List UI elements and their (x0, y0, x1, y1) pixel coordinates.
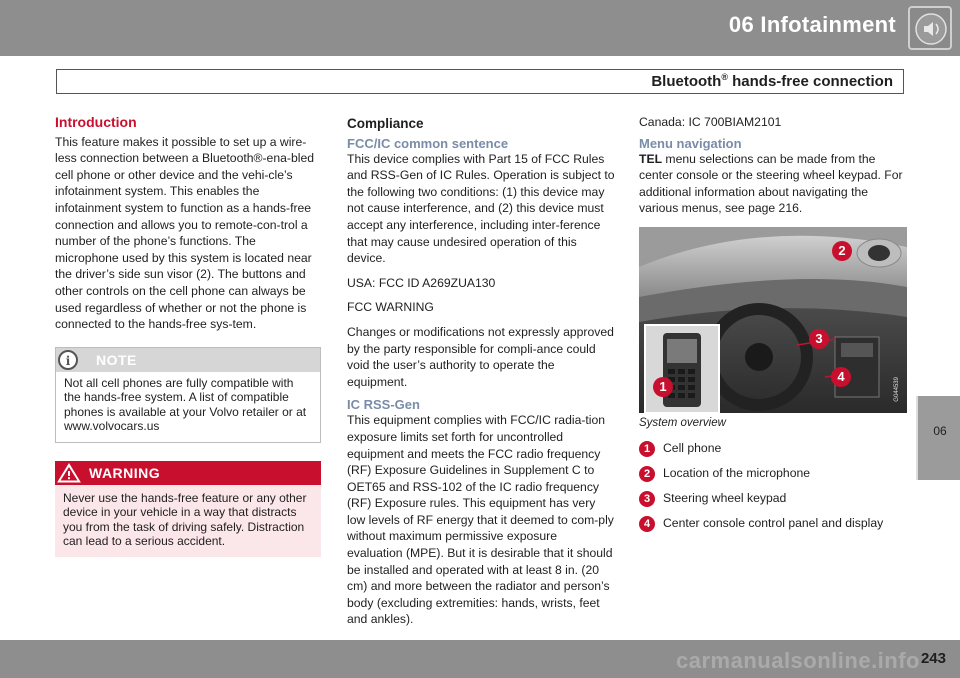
photo-callout-2: 2 (832, 241, 852, 261)
section-title-bar (56, 69, 904, 94)
legend-label: Cell phone (663, 440, 722, 455)
speaker-icon (908, 6, 952, 50)
note-box (55, 347, 321, 443)
legend-item (639, 515, 907, 540)
chapter-header-bar (0, 0, 960, 56)
watermark: carmanualsonline.info (676, 648, 920, 673)
warning-body: Never use the hands-free feature or any other device in your vehicle in a way that distracts you from the task of driving safely. Distraction can lead to a serious accident. (63, 490, 307, 549)
legend-number: 3 (639, 491, 655, 507)
legend-number: 2 (639, 466, 655, 482)
chapter-title: 06 Infotainment (728, 12, 896, 37)
system-overview-photo (639, 227, 907, 413)
legend-item (639, 465, 907, 490)
warning-label: WARNING (89, 464, 161, 481)
legend-item (639, 440, 907, 465)
photo-code: G044539 (894, 376, 901, 402)
info-icon: i (58, 350, 78, 370)
changes-paragraph: Changes or modifications not expressly approved by the party responsible for compli-ance could void the user’s authority to operate the equipment. (347, 324, 614, 389)
photo-callout-3: 3 (809, 329, 829, 349)
column-intro (55, 114, 321, 557)
warning-header (55, 461, 321, 485)
note-header (56, 348, 320, 372)
warning-triangle-icon (57, 463, 81, 483)
page-number: 243 (920, 650, 946, 667)
menu-paragraph: TEL menu selections can be made from the center console or the steering wheel keypad. For additional information about navigating the various menus, see page 216. (639, 151, 903, 216)
footer-bar (0, 640, 960, 678)
usa-fcc-id: USA: FCC ID A269ZUA130 (347, 275, 496, 290)
section-title: Bluetooth® hands-free connection (651, 72, 893, 90)
ic-heading: IC RSS-Gen (347, 397, 420, 413)
fcc-body: This device complies with Part 15 of FCC Rules and RSS-Gen of IC Rules. Operation is subject to the following two conditions: (1) this device may not cause interference, and (2) this device must accept any interference, including inter-ference that may cause undesired operation of this device. (347, 151, 615, 266)
note-label: NOTE (96, 351, 137, 368)
compliance-heading: Compliance (347, 116, 424, 131)
canada-ic: Canada: IC 700BIAM2101 (639, 115, 782, 129)
warning-box (55, 461, 321, 557)
photo-callout-4: 4 (831, 367, 851, 387)
legend-label: Location of the microphone (663, 465, 811, 480)
menu-navigation-heading: Menu navigation (639, 135, 742, 151)
photo-callout-1: 1 (653, 377, 673, 397)
fcc-heading: FCC/IC common sentence (347, 135, 509, 151)
legend-number: 4 (639, 516, 655, 532)
column-compliance (347, 114, 615, 636)
legend-number: 1 (639, 441, 655, 457)
legend-item (639, 490, 907, 515)
side-tab-label: 06 (933, 424, 947, 438)
photo-caption: System overview (639, 416, 726, 429)
ic-body: This equipment complies with FCC/IC radia-tion exposure limits set forth for uncontrolled equipment and meets the FCC radio frequency (RF) Exposure Guidelines in Supplement C to OET65 and RSS-102 of the IC radio frequency (RF) Exposure rules. This equipment has very low levels of RF energy that it deemed to com-ply without maximum permissive exposure evaluation (MPE). But it is desirable that it should be installed and operated with at least 8 in. (20 cm) and more between the radiator and person’s body (excluding extremities: hands, wrists, feet and ankles). (347, 413, 614, 627)
legend-label: Center console control panel and display (663, 515, 884, 530)
tel-label: TEL (639, 151, 663, 166)
legend-label: Steering wheel keypad (663, 490, 787, 505)
column-menu (639, 114, 907, 540)
fcc-warning: FCC WARNING (347, 300, 434, 315)
intro-paragraph: This feature makes it possible to set up a wire-less connection between a Bluetooth®-ena-bled cell phone or other device and the vehi-cle’s infotainment system. This enables the infotainment system to function as a hands-free connection and allows you to remote-con-trol a number of the phone’s functions. The microphone used by this system is located near the driver’s side sun visor (2). The buttons and other controls on the cell phone can always be used regardless of whether or not the phone is connected to the hands-free sys-tem. (55, 134, 314, 332)
chapter-side-tab (916, 396, 960, 480)
intro-heading: Introduction (55, 114, 137, 130)
note-body: Not all cell phones are fully compatible with the hands-free system. A list of compatible phones is available at your Volvo retailer or at www.volvocars.us (64, 375, 307, 434)
